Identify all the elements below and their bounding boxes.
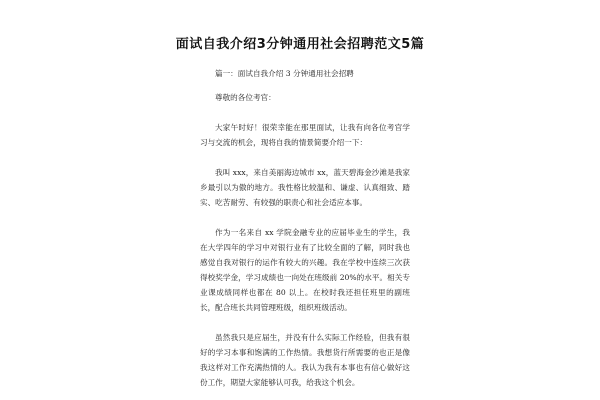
- document-body: [200, 66, 410, 390]
- greeting: 尊敬的各位考官：: [215, 93, 276, 102]
- paragraph-3: 作为一名来自 xx 学院金融专业的应届毕业生的学生，我在大学四年的学习中对银行业有了比较全面的了解，同时我也感觉自我对银行的运作有较大的兴趣。我在学校中连续三次获得校奖学金，学习成绩也一向处在班级前 20%的水平。相关专业课成绩同样也都在 80 以上。在校时我还担任班里的副班长，配合班长共同管理班级，组织班级活动。: [200, 228, 410, 312]
- paragraph-1: 大家午时好！很荣幸能在那里面试，让我有向各位考官学习与交流的机会，现将自我的情景简要介绍一下：: [200, 123, 410, 147]
- document-title: 面试自我介绍3分钟通用社会招聘范文5篇: [175, 37, 425, 52]
- paragraph-4: 虽然我只是应届生，并没有什么实际工作经验，但我有很好的学习本事和饱满的工作热情。我想货行所需要的也正是像我这样对工作充满热情的人。我认为我有本事也有信心做好这份工作，期望大家能够认可我，给我这个机会。: [200, 333, 410, 387]
- paragraph-2: 我叫 xxx，来自美丽海边城市 xx，蓝天碧海金沙滩是我家乡最引以为傲的地方。我性格比较温和、谦虚、认真细致、踏实、吃苦耐劳、有较强的职责心和社会适应本事。: [200, 168, 410, 207]
- section-heading: 篇一：面试自我介绍 3 分钟通用社会招聘: [215, 69, 354, 78]
